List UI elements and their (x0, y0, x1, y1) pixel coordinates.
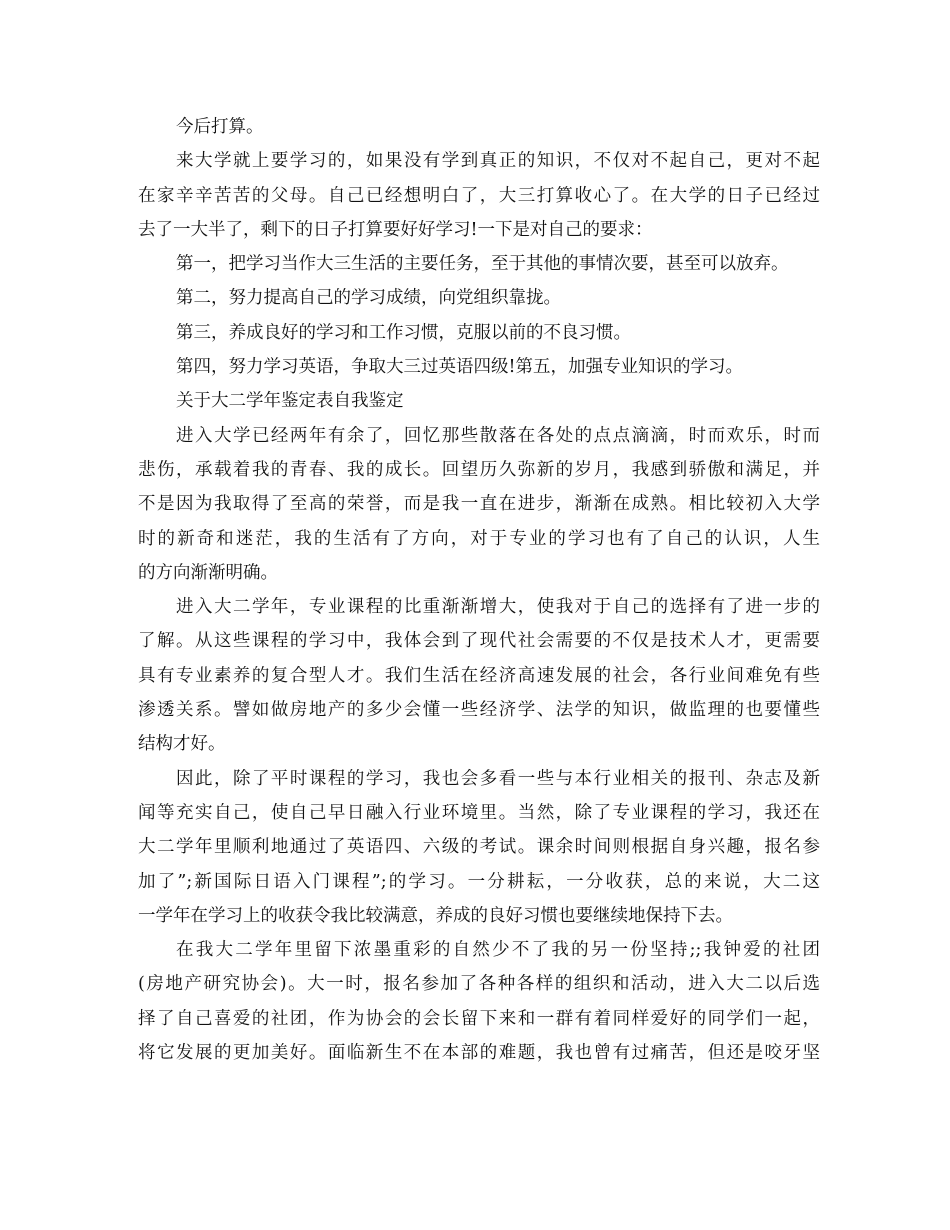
text-line: 第一，把学习当作大三生活的主要任务，至于其他的事情次要，甚至可以放弃。 (176, 254, 789, 275)
text-line: 时的新奇和迷茫，我的生活有了方向，对于专业的学习也有了自己的认识，人生 (138, 528, 820, 549)
text-line: 今后打算。 (176, 117, 264, 137)
text-line: 大二学年里顺利地通过了英语四、六级的考试。课余时间则根据自身兴趣，报名参 (138, 837, 820, 858)
text-line: 了解。从这些课程的学习中，我体会到了现代社会需要的不仅是技术人才，更需要 (138, 631, 820, 652)
text-line: 一学年在学习上的收获令我比较满意，养成的良好习惯也要继续地保持下去。 (138, 905, 733, 926)
text-line: (房地产研究协会)。大一时，报名参加了各种各样的组织和活动，进入大二以后选 (138, 974, 820, 995)
text-line: 第四，努力学习英语，争取大三过英语四级!第五，加强专业知识的学习。 (176, 357, 744, 378)
text-line: 渗透关系。譬如做房地产的多少会懂一些经济学、法学的知识，做监理的也要懂些 (138, 700, 820, 721)
text-line: 具有专业素养的复合型人才。我们生活在经济高速发展的社会，各行业间难免有些 (138, 665, 820, 686)
text-line: 将它发展的更加美好。面临新生不在本部的难题，我也曾有过痛苦，但还是咬牙坚 (138, 1043, 820, 1064)
text-line: 结构才好。 (138, 734, 226, 755)
text-line: 进入大二学年，专业课程的比重渐渐增大，使我对于自己的选择有了进一步的 (176, 597, 820, 618)
text-line: 悲伤，承载着我的青春、我的成长。回望历久弥新的岁月，我感到骄傲和满足，并 (138, 459, 820, 480)
text-line: 第二，努力提高自己的学习成绩，向党组织靠拢。 (176, 288, 561, 309)
document-body (138, 110, 820, 1070)
text-line: 在家辛辛苦苦的父母。自己已经想明白了，大三打算收心了。在大学的日子已经过 (138, 185, 820, 206)
text-line: 关于大二学年鉴定表自我鉴定 (176, 391, 404, 412)
text-line: 不是因为我取得了至高的荣誉，而是我一直在进步，渐渐在成熟。相比较初入大学 (138, 494, 820, 515)
text-line: 的方向渐渐明确。 (138, 562, 278, 583)
text-line: 来大学就上要学习的，如果没有学到真正的知识，不仅对不起自己，更对不起 (176, 151, 820, 172)
text-line: 在我大二学年里留下浓墨重彩的自然少不了我的另一份坚持;;我钟爱的社团 (176, 940, 820, 961)
text-line: 第三，养成良好的学习和工作习惯，克服以前的不良习惯。 (176, 322, 631, 343)
text-line: 加了”;新国际日语入门课程”;的学习。一分耕耘，一分收获，总的来说，大二这 (138, 871, 820, 892)
text-line: 进入大学已经两年有余了，回忆那些散落在各处的点点滴滴，时而欢乐，时而 (176, 425, 820, 446)
text-line: 因此，除了平时课程的学习，我也会多看一些与本行业相关的报刊、杂志及新 (176, 768, 820, 789)
text-line: 择了自己喜爱的社团，作为协会的会长留下来和一群有着同样爱好的同学们一起， (138, 1008, 820, 1029)
text-line: 闻等充实自己，使自己早日融入行业环境里。当然，除了专业课程的学习，我还在 (138, 802, 820, 823)
text-line: 去了一大半了，剩下的日子打算要好好学习!一下是对自己的要求： (138, 219, 653, 240)
